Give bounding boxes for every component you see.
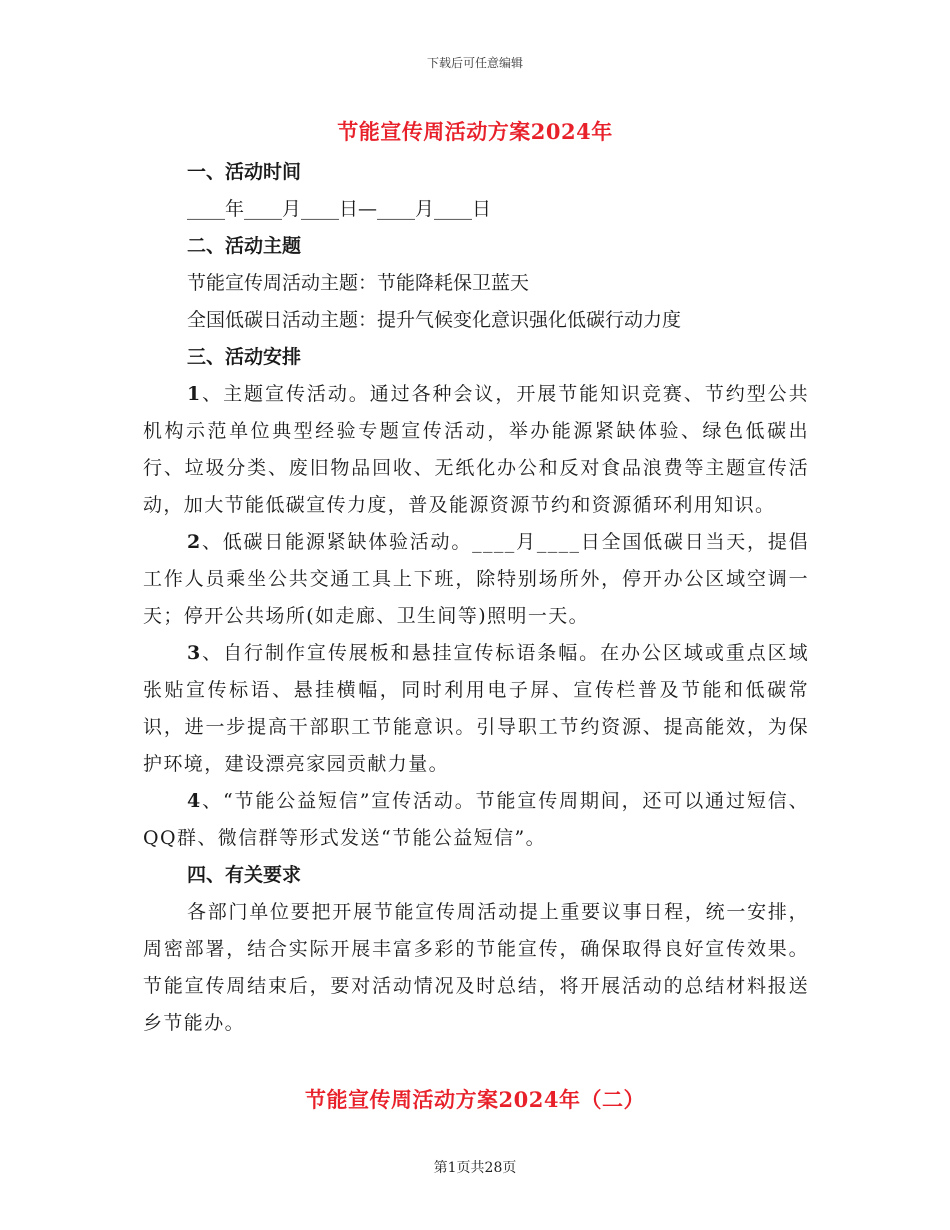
section-heading-requirements: 四、有关要求 [187, 864, 302, 886]
arrangement-item-1 [143, 376, 809, 524]
section-heading-time: 一、活动时间 [187, 161, 302, 183]
theme-line-2: 全国低碳日活动主题：提升气候变化意识强化低碳行动力度 [187, 309, 682, 331]
item-text: 、低碳日能源紧缺体验活动。____月____日全国低碳日当天，提倡工作人员乘坐公共交通工具上下班，除特别场所外，停开办公区域空调一天；停开公共场所(如走廊、卫生间等)照明一天。 [143, 531, 809, 627]
arrangement-item-2 [143, 524, 809, 635]
item-number: 3 [187, 642, 202, 664]
document-title-2: 节能宣传周活动方案2024年（二） [305, 1087, 645, 1112]
requirements-paragraph: 各部门单位要把开展节能宣传周活动提上重要议事日程，统一安排，周密部署，结合实际开展丰富多彩的节能宣传，确保取得良好宣传效果。节能宣传周结束后，要对活动情况及时总结，将开展活动的总结材料报送乡节能办。 [143, 901, 809, 1034]
document-title: 节能宣传周活动方案2024年 [337, 119, 613, 144]
arrangement-item-3 [143, 635, 809, 783]
section-heading-theme: 二、活动主题 [187, 235, 302, 257]
item-text: 、自行制作宣传展板和悬挂宣传标语条幅。在办公区域或重点区域张贴宣传标语、悬挂横幅，同时利用电子屏、宣传栏普及节能和低碳常识，进一步提高干部职工节能意识。引导职工节约资源、提高能效，为保护环境，建设漂亮家园贡献力量。 [143, 642, 809, 775]
page-number: 第1页共28页 [433, 1160, 517, 1176]
item-number: 4 [187, 790, 202, 812]
time-line: ____年____月____日—____月____日 [187, 198, 492, 220]
item-number: 1 [187, 383, 202, 405]
item-text: 、“节能公益短信”宣传活动。节能宣传周期间，还可以通过短信、QQ群、微信群等形式发送“节能公益短信”。 [143, 790, 809, 849]
document-body [143, 154, 809, 1042]
section-heading-arrangement: 三、活动安排 [187, 346, 302, 368]
item-text: 、主题宣传活动。通过各种会议，开展节能知识竞赛、节约型公共机构示范单位典型经验专题宣传活动，举办能源紧缺体验、绿色低碳出行、垃圾分类、废旧物品回收、无纸化办公和反对食品浪费等主题宣传活动，加大节能低碳宣传力度，普及能源资源节约和资源循环利用知识。 [143, 383, 809, 516]
item-number: 2 [187, 531, 202, 553]
header-note: 下载后可任意编辑 [426, 56, 523, 70]
arrangement-item-4 [143, 783, 809, 857]
theme-line-1: 节能宣传周活动主题：节能降耗保卫蓝天 [187, 272, 530, 294]
